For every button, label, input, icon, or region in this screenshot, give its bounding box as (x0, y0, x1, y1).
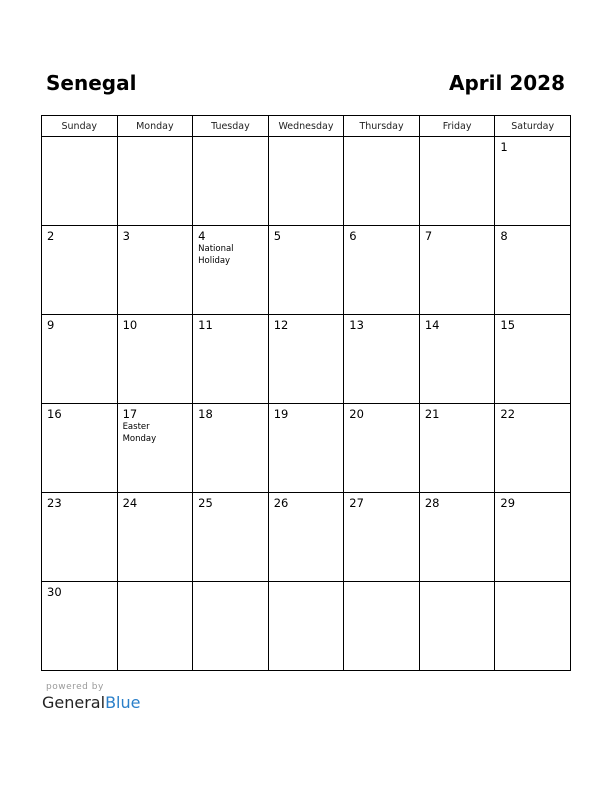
day-number: 27 (349, 496, 364, 510)
day-number: 25 (198, 496, 213, 510)
calendar-day-cell (117, 582, 193, 671)
day-number: 9 (47, 318, 55, 332)
calendar-week-row (42, 315, 571, 404)
weekday-tuesday: Tuesday (193, 116, 269, 137)
day-number: 6 (349, 229, 357, 243)
weekday-thursday: Thursday (344, 116, 420, 137)
day-number: 12 (273, 318, 289, 332)
calendar-day-cell (193, 404, 269, 493)
day-number: 19 (273, 407, 289, 421)
calendar-day-cell (419, 493, 495, 582)
calendar-day-cell (117, 404, 193, 493)
calendar-day-cell (495, 493, 571, 582)
day-number: 20 (349, 407, 364, 421)
day-number (420, 137, 495, 140)
day-number (344, 582, 419, 585)
calendar-day-cell (344, 404, 420, 493)
day-number: 13 (349, 318, 364, 332)
calendar-day-cell (268, 404, 344, 493)
day-number: 22 (500, 407, 516, 421)
calendar-day-cell (419, 137, 495, 226)
calendar-day-cell (117, 226, 193, 315)
calendar-day-cell (42, 137, 118, 226)
calendar-day-cell (268, 493, 344, 582)
calendar-week-row (42, 226, 571, 315)
day-number (269, 137, 344, 140)
calendar-day-cell (193, 137, 269, 226)
calendar-country-title: Senegal (46, 71, 137, 95)
weekday-sunday: Sunday (42, 116, 118, 137)
day-number: 24 (122, 496, 138, 510)
day-number: 3 (122, 229, 130, 243)
calendar-day-cell (344, 582, 420, 671)
calendar-day-cell (42, 582, 118, 671)
day-number: 1 (500, 140, 508, 154)
day-number (420, 582, 495, 585)
calendar-day-cell (344, 226, 420, 315)
calendar-day-cell (117, 315, 193, 404)
day-number: 28 (424, 496, 440, 510)
calendar-day-cell (117, 493, 193, 582)
calendar-week-row (42, 493, 571, 582)
calendar-day-cell (495, 315, 571, 404)
day-number: 8 (500, 229, 508, 243)
calendar-day-cell (268, 226, 344, 315)
calendar-day-cell (42, 226, 118, 315)
calendar-week-row (42, 137, 571, 226)
day-number (118, 137, 193, 140)
calendar-day-cell (42, 315, 118, 404)
day-number (344, 137, 419, 140)
calendar-day-cell (344, 493, 420, 582)
calendar-day-cell (495, 582, 571, 671)
day-number (193, 137, 268, 140)
calendar-week-row (42, 582, 571, 671)
calendar-day-cell (419, 315, 495, 404)
calendar-day-cell (193, 315, 269, 404)
calendar-day-cell (268, 582, 344, 671)
day-number (42, 137, 117, 140)
day-number: 15 (500, 318, 516, 332)
brand-part-general: General (42, 693, 106, 712)
calendar-day-cell (42, 404, 118, 493)
calendar-day-cell (419, 226, 495, 315)
calendar-body (42, 137, 571, 671)
day-number: 14 (424, 318, 440, 332)
brand-part-blue: Blue (105, 693, 141, 712)
day-number: 18 (198, 407, 213, 421)
weekday-saturday: Saturday (495, 116, 571, 137)
calendar-day-cell (419, 404, 495, 493)
calendar-grid (41, 115, 571, 671)
day-number (118, 582, 193, 585)
calendar-month-title: April 2028 (449, 71, 565, 95)
calendar-day-cell (42, 493, 118, 582)
day-number: 30 (47, 585, 62, 599)
calendar-day-cell (193, 493, 269, 582)
weekday-friday: Friday (419, 116, 495, 137)
calendar-day-cell (268, 315, 344, 404)
day-number: 4 (198, 229, 206, 243)
day-number: 11 (198, 318, 213, 332)
calendar-day-cell (495, 404, 571, 493)
day-number: 21 (424, 407, 440, 421)
day-number: 26 (273, 496, 289, 510)
calendar-day-cell (268, 137, 344, 226)
weekday-wednesday: Wednesday (268, 116, 344, 137)
day-number: 16 (47, 407, 62, 421)
calendar-day-cell (495, 226, 571, 315)
day-number (193, 582, 268, 585)
calendar-week-row (42, 404, 571, 493)
day-number: 10 (122, 318, 138, 332)
day-number: 5 (273, 229, 282, 243)
generalblue-logo (42, 693, 140, 713)
calendar-day-cell (495, 137, 571, 226)
calendar-day-cell (344, 315, 420, 404)
powered-by-label: powered by (46, 682, 104, 692)
holiday-label: Easter Monday (122, 422, 157, 444)
day-number: 2 (47, 229, 55, 243)
day-number (269, 582, 344, 585)
day-number (495, 582, 570, 585)
weekday-header-row (42, 116, 571, 137)
holiday-label: National Holiday (198, 244, 234, 266)
day-number: 17 (122, 407, 138, 421)
calendar-day-cell (419, 582, 495, 671)
calendar-day-cell (344, 137, 420, 226)
day-number: 7 (424, 229, 433, 243)
weekday-monday: Monday (117, 116, 193, 137)
calendar-day-cell (193, 582, 269, 671)
day-number: 23 (47, 496, 62, 510)
day-number: 29 (500, 496, 516, 510)
calendar-day-cell (193, 226, 269, 315)
calendar-day-cell (117, 137, 193, 226)
